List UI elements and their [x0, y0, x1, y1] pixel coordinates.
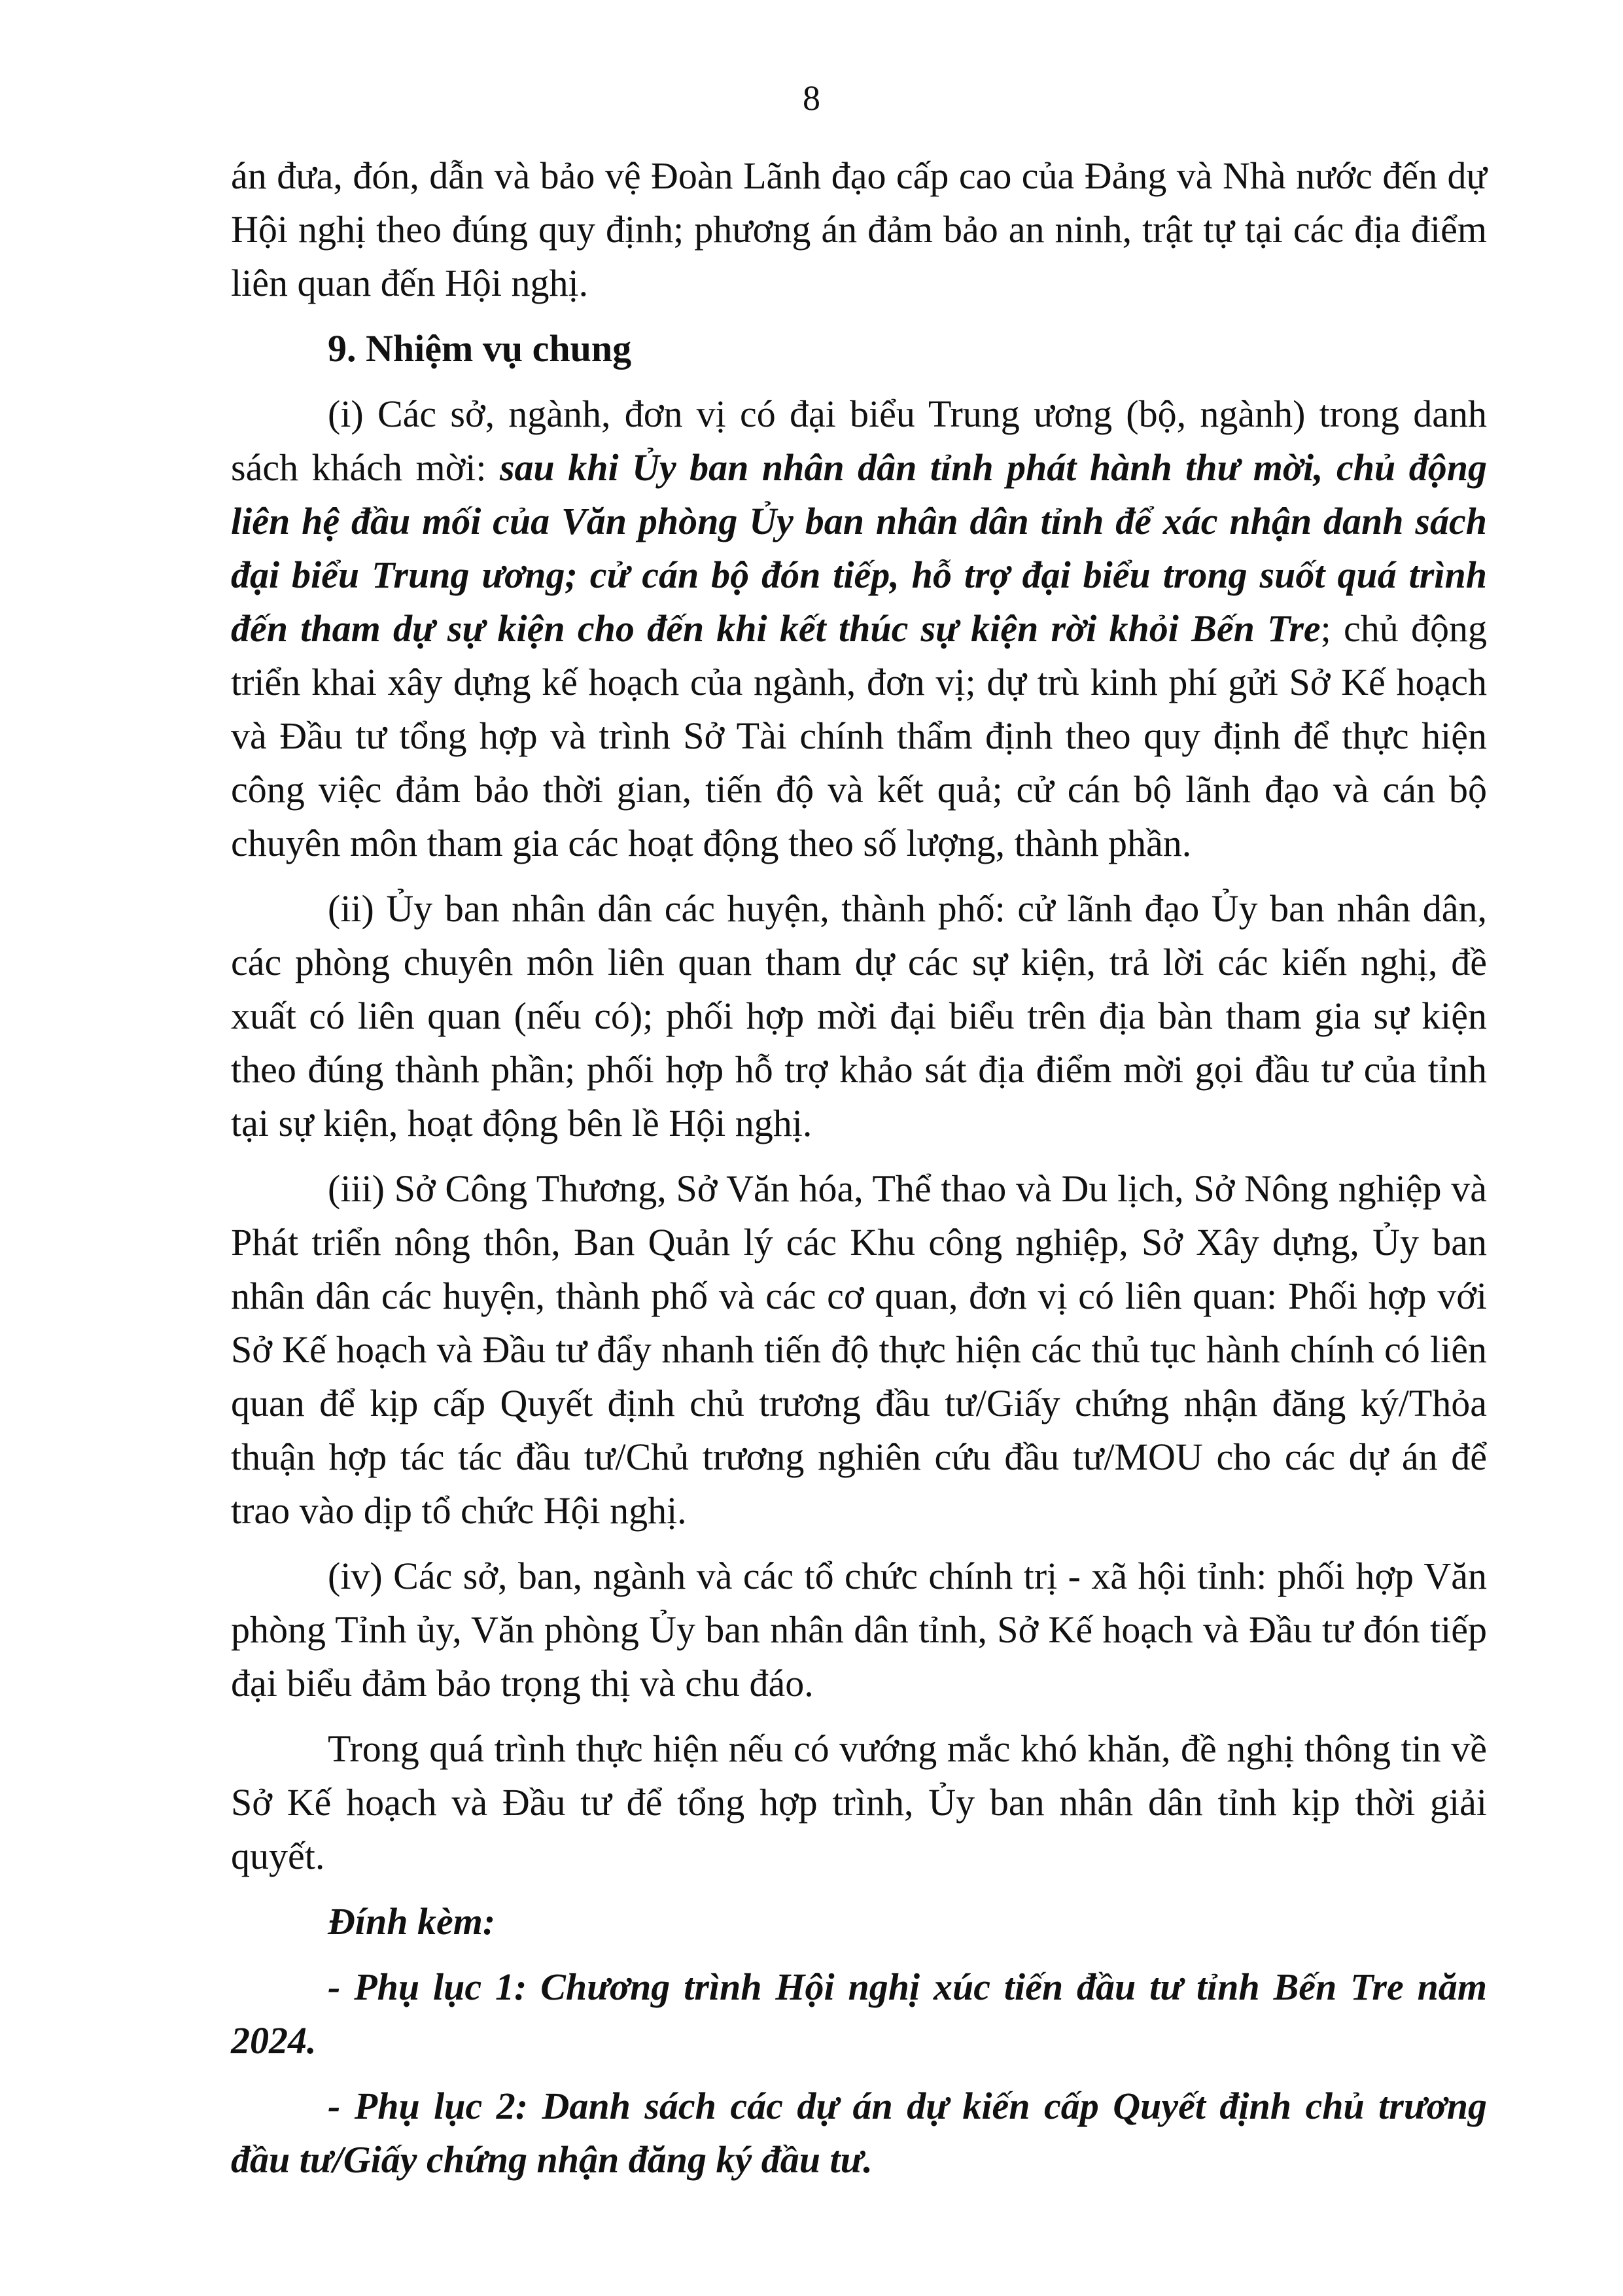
attachments-label: Đính kèm: — [328, 1900, 496, 1943]
paragraph-closing: Trong quá trình thực hiện nếu có vướng mắc khó khăn, đề nghị thông tin về Sở Kế hoạch và Đầu tư để tổng hợp trình, Ủy ban nhân dân tỉnh kịp thời giải quyết. — [231, 1727, 1487, 1877]
paragraph-continuation: án đưa, đón, dẫn và bảo vệ Đoàn Lãnh đạo cấp cao của Đảng và Nhà nước đến dự Hội nghị theo đúng quy định; phương án đảm bảo an ninh, trật tự tại các địa điểm liên quan đến Hội nghị. — [231, 154, 1487, 304]
document-body — [231, 149, 1487, 2199]
paragraph-item-ii: (ii) Ủy ban nhân dân các huyện, thành phố: cử lãnh đạo Ủy ban nhân dân, các phòng chuyên môn liên quan tham dự các sự kiện, trả lời các kiến nghị, đề xuất có liên quan (nếu có); phối hợp mời đại biểu trên địa bàn tham gia sự kiện theo đúng thành phần; phối hợp hỗ trợ khảo sát địa điểm mời gọi đầu tư của tỉnh tại sự kiện, hoạt động bên lề Hội nghị. — [231, 887, 1487, 1144]
paragraph-item-iii: (iii) Sở Công Thương, Sở Văn hóa, Thể thao và Du lịch, Sở Nông nghiệp và Phát triển nông thôn, Ban Quản lý các Khu công nghiệp, Sở Xây dựng, Ủy ban nhân dân các huyện, thành phố và các cơ quan, đơn vị có liên quan: Phối hợp với Sở Kế hoạch và Đầu tư đẩy nhanh tiến độ thực hiện các thủ tục hành chính có liên quan để kịp cấp Quyết định chủ trương đầu tư/Giấy chứng nhận đăng ký/Thỏa thuận hợp tác tác đầu tư/Chủ trương nghiên cứu đầu tư/MOU cho các dự án để trao vào dịp tổ chức Hội nghị. — [231, 1167, 1487, 1532]
page-number: 8 — [803, 79, 820, 118]
attachment-item-2: - Phụ lục 2: Danh sách các dự án dự kiến cấp Quyết định chủ trương đầu tư/Giấy chứng nhận đăng ký đầu tư. — [231, 2085, 1487, 2181]
item-i-text-end: ; chủ động triển khai xây dựng kế hoạch của ngành, đơn vị; dự trù kinh phí gửi Sở Kế hoạch và Đầu tư tổng hợp và trình Sở Tài chính thẩm định theo quy định để thực hiện công việc đảm bảo thời gian, tiến độ và kết quả; cử cán bộ lãnh đạo và cán bộ chuyên môn tham gia các hoạt động theo số lượng, thành phần. — [231, 607, 1487, 864]
paragraph-item-iv: (iv) Các sở, ban, ngành và các tổ chức chính trị - xã hội tỉnh: phối hợp Văn phòng Tỉnh ủy, Văn phòng Ủy ban nhân dân tỉnh, Sở Kế hoạch và Đầu tư đón tiếp đại biểu đảm bảo trọng thị và chu đáo. — [231, 1555, 1487, 1704]
paragraph-item-i — [231, 387, 1487, 870]
attachment-item-1: - Phụ lục 1: Chương trình Hội nghị xúc tiến đầu tư tỉnh Bến Tre năm 2024. — [231, 1966, 1487, 2062]
item-i-text-start: (i) Các sở, ngành, đơn vị có đại biểu Trung ương (bộ, ngành) trong danh sách khách mời: — [231, 393, 1487, 489]
item-i-emphasis: sau khi Ủy ban nhân dân tỉnh phát hành thư mời, chủ động liên hệ đầu mối của Văn phòng Ủy ban nhân dân tỉnh để xác nhận danh sách đại biểu Trung ương; cử cán bộ đón tiếp, hỗ trợ đại biểu trong suốt quá trình đến tham dự sự kiện cho đến khi kết thúc sự kiện rời khỏi Bến Tre — [231, 446, 1487, 650]
section-heading-9: 9. Nhiệm vụ chung — [328, 327, 632, 370]
